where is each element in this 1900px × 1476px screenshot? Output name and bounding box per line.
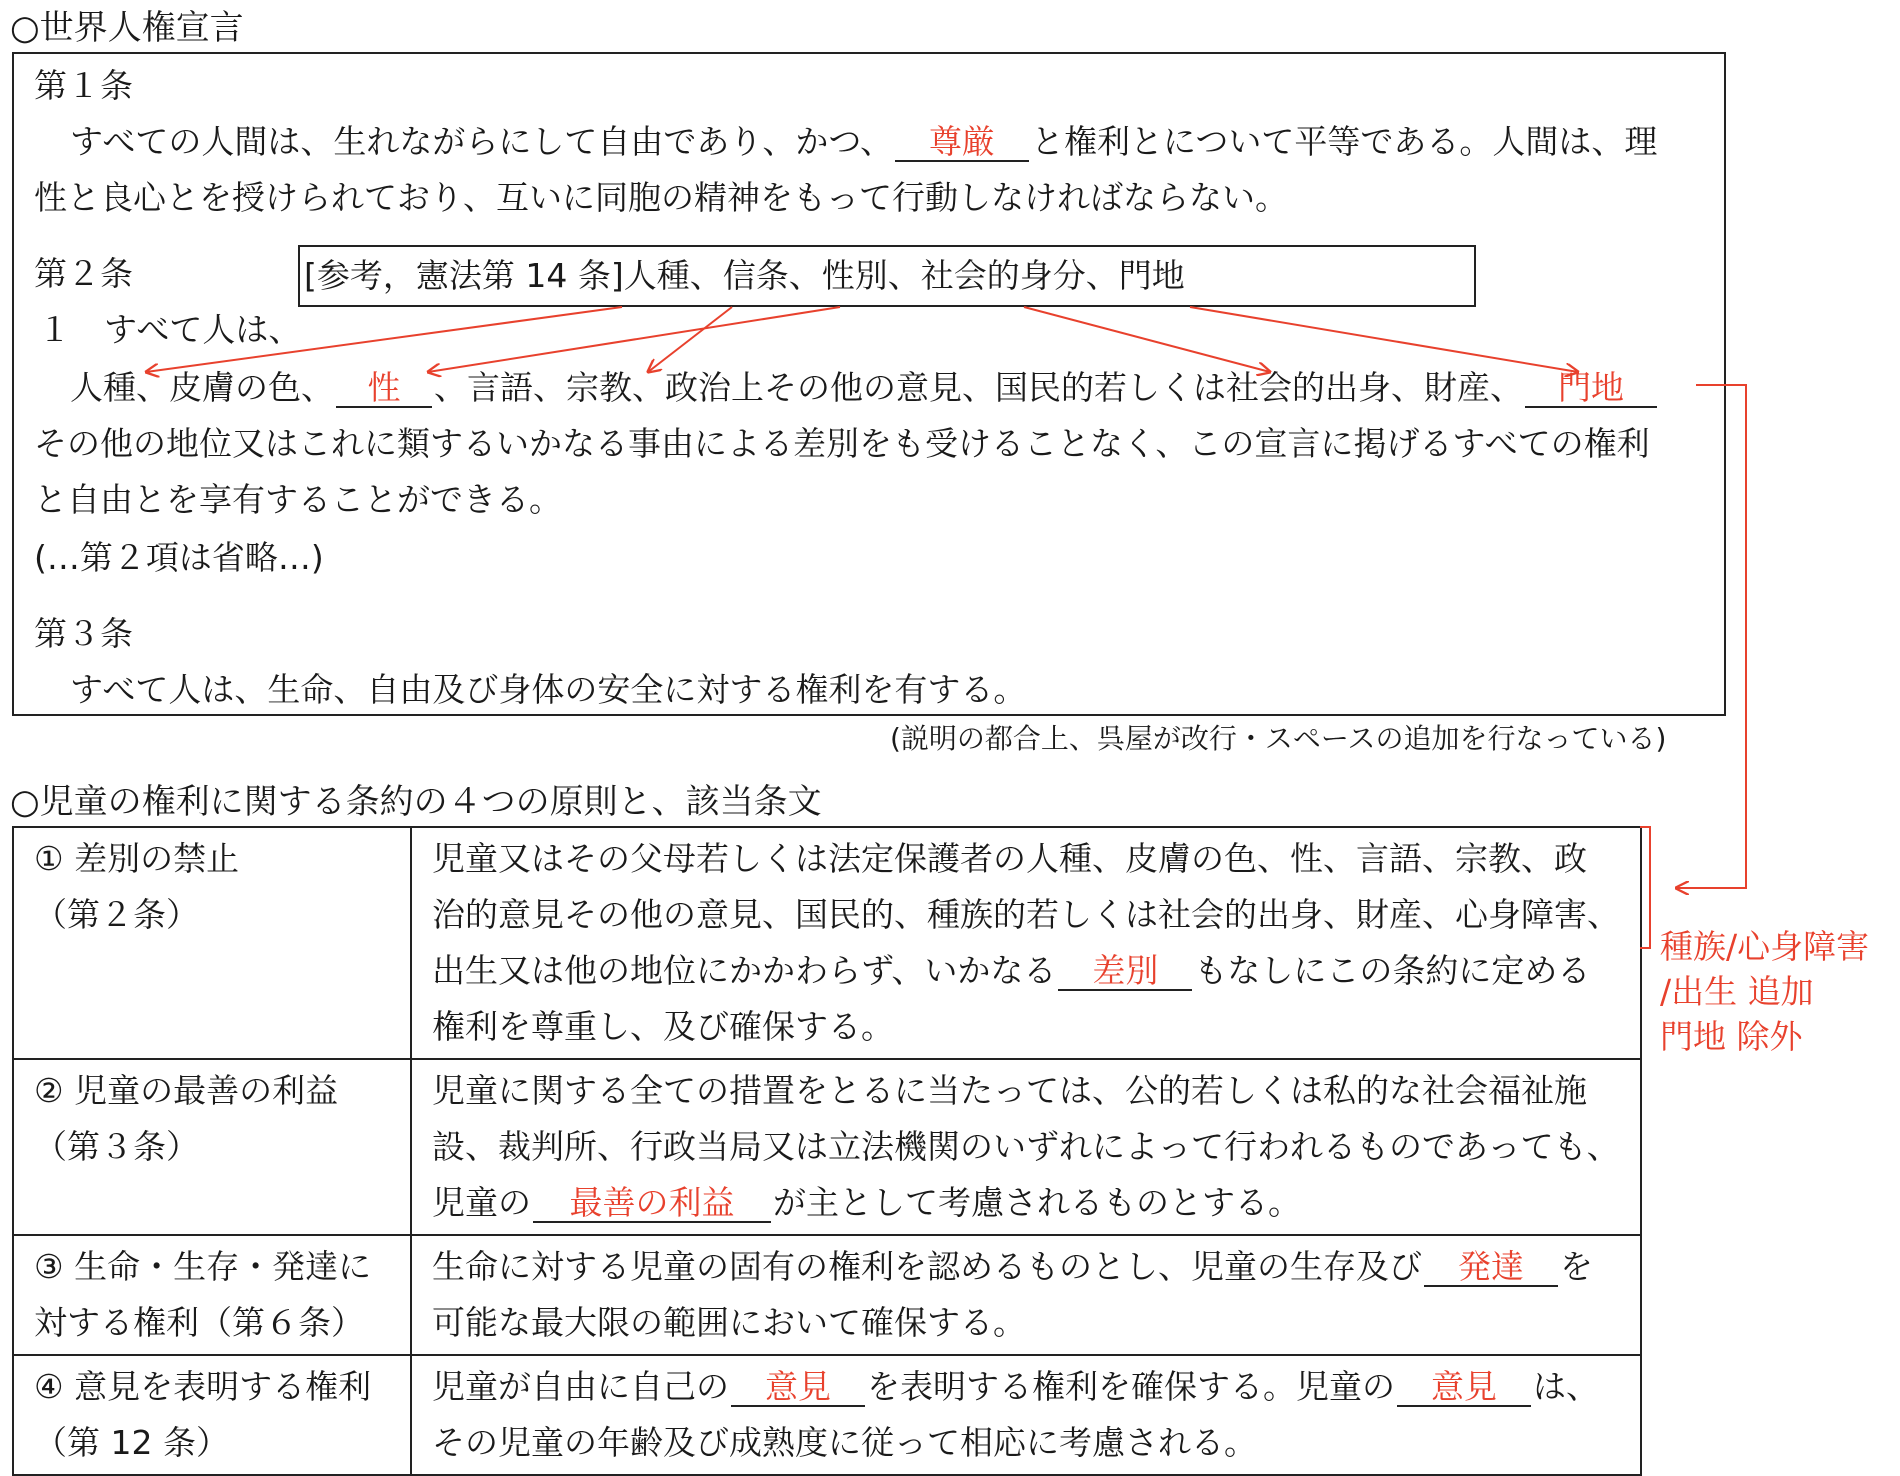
blank-dignity: 尊厳 — [895, 124, 1029, 162]
article1-title: 第１条 — [34, 66, 133, 105]
article2-line3: その他の地位又はこれに類するいかなる事由による差別をも受けることなく、この宣言に掲げるすべての権利 — [34, 424, 1650, 463]
principle-label: ① 差別の禁止 （第２条） — [13, 827, 411, 1059]
principle-text: 児童に関する全ての措置をとるに当たっては、公的若しくは私的な社会福祉施 設、裁判所、行政当局又は立法機関のいずれによって行われるものであっても、 児童の 最善の利益 が主として考慮されるものとする。 — [411, 1059, 1641, 1235]
article3-line1: すべて人は、生命、自由及び身体の安全に対する権利を有する。 — [70, 670, 1027, 709]
principle-label: ③ 生命・生存・発達に 対する権利（第６条） — [13, 1235, 411, 1355]
blank-opinion-2: 意見 — [1397, 1369, 1531, 1407]
side-note-line: 種族/心身障害 — [1660, 927, 1870, 966]
article2-line1: １ すべて人は、 — [38, 310, 302, 349]
article1-line1: すべての人間は、生れながらにして自由であり、かつ、 尊厳 と権利とについて平等である。人間は、理 — [70, 122, 1658, 161]
side-note-line: 門地 除外 — [1660, 1017, 1803, 1056]
side-note-line: /出生 追加 — [1660, 972, 1814, 1011]
blank-lineage: 門地 — [1525, 370, 1657, 408]
blank-development: 発達 — [1424, 1249, 1558, 1287]
article3-title: 第３条 — [34, 614, 133, 653]
article1-line2: 性と良心とを授けられており、互いに同胞の精神をもって行動しなければならない。 — [34, 178, 1288, 217]
principle-label: ② 児童の最善の利益 （第３条） — [13, 1059, 411, 1235]
crc-heading: ○児童の権利に関する条約の４つの原則と、該当条文 — [10, 782, 822, 822]
article2-line2: 人種、皮膚の色、 性 、言語、宗教、政治上その他の意見、国民的若しくは社会的出身、財産、 門地 — [70, 368, 1659, 408]
arrow-sex — [428, 307, 840, 372]
principle-label: ④ 意見を表明する権利 （第 12 条） — [13, 1355, 411, 1475]
blank-opinion-1: 意見 — [731, 1369, 865, 1407]
article2-title: 第２条 — [34, 254, 133, 293]
blank-best-interests: 最善の利益 — [533, 1185, 771, 1223]
constitution-reference-box: [参考，憲法第 14 条]人種、信条、性別、社会的身分、門地 — [298, 245, 1476, 307]
arrow-to-principle-table — [1676, 385, 1746, 888]
blank-sex: 性 — [336, 370, 432, 408]
arrow-race — [146, 307, 622, 372]
blank-discrimination: 差別 — [1058, 953, 1192, 991]
arrow-creed — [648, 307, 732, 372]
bracket — [1640, 827, 1650, 948]
editor-note: (説明の都合上、呉屋が改行・スペースの追加を行なっている) — [890, 722, 1667, 755]
principle-text: 児童又はその父母若しくは法定保護者の人種、皮膚の色、性、言語、宗教、政 治的意見その他の意見、国民的、種族的若しくは社会的出身、財産、心身障害、 出生又は他の地位にかかわらず、いかなる 差別 もなしにこの条約に定める 権利を尊重し、及び確保する。 — [411, 827, 1641, 1059]
article2-omitted: (…第２項は省略…) — [34, 538, 324, 577]
udhr-heading: ○世界人権宣言 — [10, 8, 244, 48]
principle-text: 生命に対する児童の固有の権利を認めるものとし、児童の生存及び 発達 を 可能な最大限の範囲において確保する。 — [411, 1235, 1641, 1355]
article2-line4: と自由とを享有することができる。 — [34, 480, 562, 519]
arrow-social-status — [1024, 307, 1270, 372]
arrow-lineage — [1190, 307, 1578, 372]
principle-text: 児童が自由に自己の 意見 を表明する権利を確保する。児童の 意見 は、 その児童の年齢及び成熟度に従って相応に考慮される。 — [411, 1355, 1641, 1475]
